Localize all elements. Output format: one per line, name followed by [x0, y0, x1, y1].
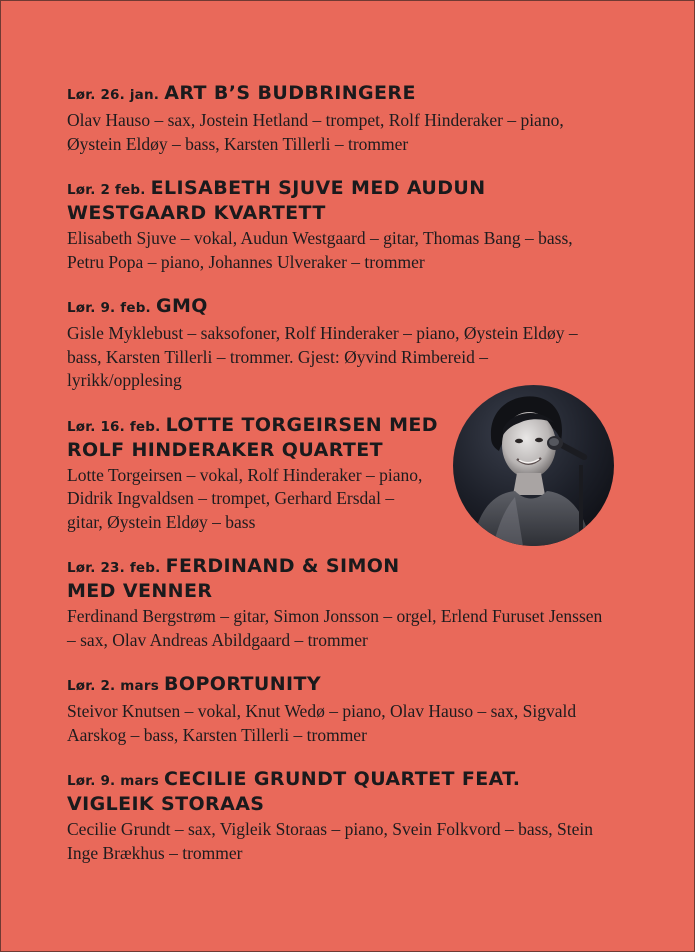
event-title: ELISABETH SJUVE MED AUDUN WESTGAARD KVARTETT	[67, 177, 486, 224]
event-performers: Steivor Knutsen – vokal, Knut Wedø – piano, Olav Hauso – sax, Sigvald Aarskog – bass, Karsten Tillerli – trommer	[67, 701, 577, 745]
event-heading	[67, 768, 527, 816]
event-heading	[67, 177, 567, 225]
event-performers: Elisabeth Sjuve – vokal, Audun Westgaard – gitar, Thomas Bang – bass, Petru Popa – piano, Johannes Ulveraker – trommer	[67, 228, 573, 272]
event-item	[67, 768, 627, 865]
event-performers: Lotte Torgeirsen – vokal, Rolf Hinderaker – piano, Didrik Ingvaldsen – trompet, Gerhard Ersdal – gitar, Øystein Eldøy – bass	[67, 464, 423, 532]
singer-portrait-image	[453, 385, 614, 546]
event-heading	[67, 295, 627, 320]
event-performers: Ferdinand Bergstrøm – gitar, Simon Jonsson – orgel, Erlend Furuset Jenssen – sax, Olav Andreas Abildgaard – trommer	[67, 606, 603, 650]
event-date: Lør. 26. jan.	[67, 87, 160, 103]
event-title: FERDINAND & SIMON MED VENNER	[67, 555, 400, 602]
event-title: BOPORTUNITY	[164, 673, 321, 695]
event-title: LOTTE TORGEIRSEN MED ROLF HINDERAKER QUARTET	[67, 413, 438, 461]
event-date: Lør. 2. mars	[67, 678, 159, 694]
event-heading	[67, 555, 447, 603]
event-date: Lør. 23. feb.	[67, 560, 161, 576]
event-title: ART B’S BUDBRINGERE	[164, 82, 416, 104]
event-performers: Olav Hauso – sax, Jostein Hetland – trompet, Rolf Hinderaker – piano, Øystein Eldøy – bass, Karsten Tillerli – trommer	[67, 110, 564, 154]
event-heading	[67, 414, 447, 462]
event-item	[67, 295, 627, 393]
event-date: Lør. 2 feb.	[67, 182, 146, 198]
event-heading	[67, 82, 627, 107]
event-date: Lør. 9. mars	[67, 773, 159, 789]
event-title: GMQ	[155, 295, 208, 317]
event-item	[67, 82, 627, 156]
event-date: Lør. 16. feb.	[67, 418, 161, 435]
event-performers: Cecilie Grundt – sax, Vigleik Storaas – piano, Svein Folkvord – bass, Stein Inge Brækhus – trommer	[67, 819, 594, 863]
singer-portrait-photo	[453, 385, 614, 546]
event-date: Lør. 9. feb.	[67, 300, 151, 316]
event-title: CECILIE GRUNDT QUARTET FEAT. VIGLEIK STORAAS	[67, 768, 521, 815]
event-heading	[67, 673, 627, 698]
event-performers: Gisle Myklebust – saksofoner, Rolf Hinderaker – piano, Øystein Eldøy – bass, Karsten Tillerli – trommer. Gjest: Øyvind Rimbereid – lyrikk/opplesing	[67, 323, 578, 390]
event-item	[67, 673, 627, 747]
event-item	[67, 555, 627, 652]
event-item	[67, 177, 627, 274]
